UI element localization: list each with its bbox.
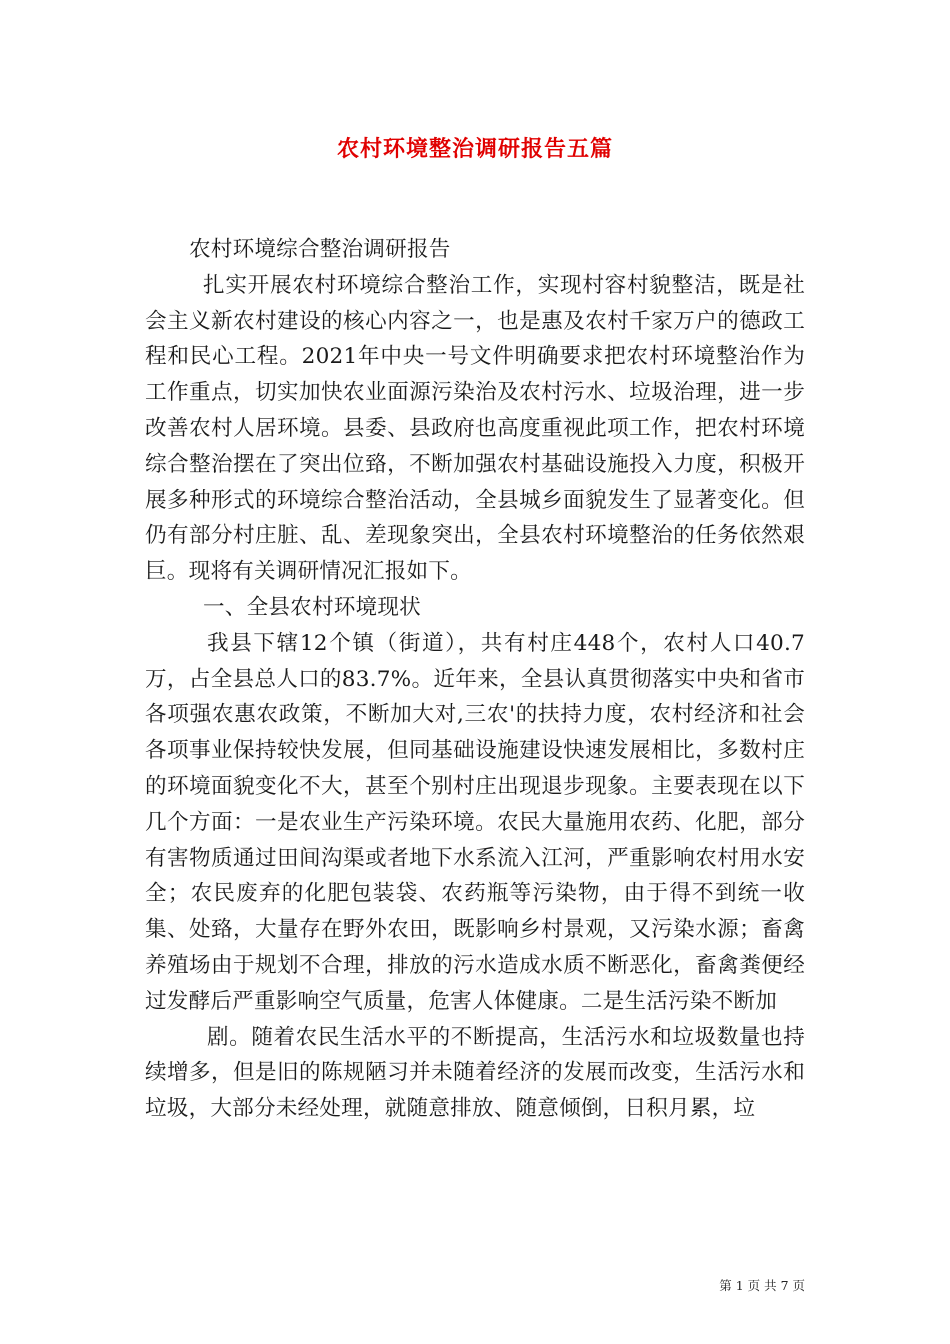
document-title: 农村环境整治调研报告五篇 <box>336 136 613 162</box>
paragraph: 剧。随着农民生活水平的不断提高，生活污水和垃圾数量也持续增多，但是旧的陈规陋习并未随着经济的发展而改变，生活污水和垃圾，大部分未经处理，就随意排放、随意倾倒，日积月累，垃 <box>145 1024 805 1122</box>
paragraph-heading: 一、全县农村环境现状 <box>203 594 421 620</box>
page-number: 第 1 页 共 7 页 <box>719 1278 805 1293</box>
paragraph: 我县下辖12个镇（街道），共有村庄448个，农村人口40.7万，占全县总人口的83.7%。近年来，全县认真贯彻落实中央和省市各项强农惠农政策，不断加大对,三农'的扶持力度，农村经济和社会各项事业保持较快发展，但同基础设施建设快速发展相比，多数村庄的环境面貌变化不大，甚至个别村庄出现退步现象。主要表现在以下几个方面：一是农业生产污染环境。农民大量施用农药、化肥，部分有害物质通过田间沟渠或者地下水系流入江河，严重影响农村用水安全；农民废弃的化肥包装袋、农药瓶等污染物，由于得不到统一收集、处臵，大量存在野外农田，既影响乡村景观，又污染水源；畜禽养殖场由于规划不合理，排放的污水造成水质不断恶化，畜禽粪便经过发酵后严重影响空气质量，危害人体健康。二是生活污染不断加 <box>145 630 805 1014</box>
document-body <box>145 232 805 1127</box>
section-heading: 农村环境综合整治调研报告 <box>189 237 451 262</box>
paragraph: 扎实开展农村环境综合整治工作，实现村容村貌整洁，既是社会主义新农村建设的核心内容之一，也是惠及农村千家万户的德政工程和民心工程。2021年中央一号文件明确要求把农村环境整治作为工作重点，切实加快农业面源污染治及农村污水、垃圾治理，进一步改善农村人居环境。县委、县政府也高度重视此项工作，把农村环境综合整治摆在了突出位臵，不断加强农村基础设施投入力度，积极开展多种形式的环境综合整治活动，全县城乡面貌发生了显著变化。但仍有部分村庄脏、乱、差现象突出，全县农村环境整治的任务依然艰巨。现将有关调研情况汇报如下。 <box>145 272 805 585</box>
